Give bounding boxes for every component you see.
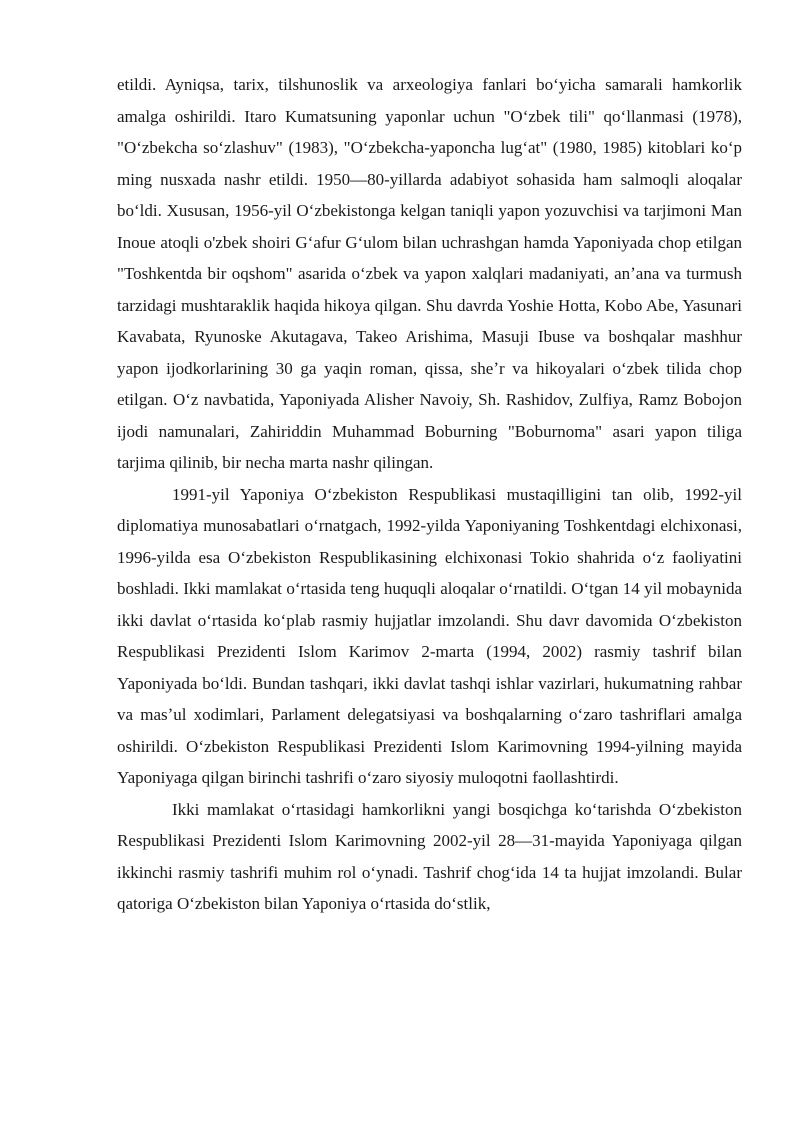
paragraph-second-visit: Ikki mamlakat oʻrtasidagi hamkorlikni yangi bosqichga koʻtarishda Oʻzbekiston Respublikasi Prezidenti Islom Karimovning 2002-yil 28—31-mayida Yaponiyaga qilgan ikkinchi rasmiy tashrifi muhim rol oʻynadi. Tashrif chogʻida 14 ta hujjat imzolandi. Bular qatoriga Oʻzbekiston bilan Yaponiya oʻrtasida doʻstlik, [117,799,742,913]
paragraph-cultural-cooperation: etildi. Ayniqsa, tarix, tilshunoslik va arxeologiya fanlari boʻyicha samarali hamkorlik amalga oshirildi. Itaro Kumatsuning yaponlar uchun "Oʻzbek tili" qoʻllanmasi (1978), "Oʻzbekcha soʻzlashuv" (1983), "Oʻzbekcha-yaponcha lugʻat" (1980, 1985) kitoblari koʻp ming nusxada nashr etildi. 1950—80-yillarda adabiyot sohasida ham salmoqli aloqalar boʻldi. Xususan, 1956-yil Oʻzbekistonga kelgan taniqli yapon yozuvchisi va tarjimoni Man Inoue atoqli o'zbek shoiri Gʻafur Gʻulom bilan uchrashgan hamda Yaponiyada chop etilgan "Toshkentda bir oqshom" asarida oʻzbek va yapon xalqlari madaniyati, anʼana va turmush tarzidagi mushtaraklik haqida hikoya qilgan. Shu davrda Yoshie Hotta, Kobo Abe, Yasunari Kavabata, Ryunoske Akutagava, Takeo Arishima, Masuji Ibuse va boshqalar mashhur yapon ijodkorlarining 30 ga yaqin roman, qissa, sheʼr va hikoyalari oʻzbek tilida chop etilgan. Oʻz navbatida, Yaponiyada Alisher Navoiy, Sh. Rashidov, Zulfiya, Ramz Bobojon ijodi namunalari, Zahiriddin Muhammad Boburning "Boburnoma" asari yapon tiliga tarjima qilinib, bir necha marta nashr qilingan. [117,75,742,472]
paragraph-diplomatic-relations: 1991-yil Yaponiya Oʻzbekiston Respublikasi mustaqilligini tan olib, 1992-yil diplomatiya munosabatlari oʻrnatgach, 1992-yilda Yaponiyaning Toshkentdagi elchixonasi, 1996-yilda esa Oʻzbekiston Respublikasining elchixonasi Tokio shahrida oʻz faoliyatini boshladi. Ikki mamlakat oʻrtasida teng huquqli aloqalar oʻrnatildi. Oʻtgan 14 yil mobaynida ikki davlat oʻrtasida koʻplab rasmiy hujjatlar imzolandi. Shu davr davomida Oʻzbekiston Respublikasi Prezidenti Islom Karimov 2-marta (1994, 2002) rasmiy tashrif bilan Yaponiyada boʻldi. Bundan tashqari, ikki davlat tashqi ishlar vazirlari, hukumatning rahbar va masʼul xodimlari, Parlament delegatsiyasi va boshqalarning oʻzaro tashriflari amalga oshirildi. Oʻzbekiston Respublikasi Prezidenti Islom Karimovning 1994-yilning mayida Yaponiyaga qilgan birinchi tashrifi oʻzaro siyosiy muloqotni faollashtirdi. [117,484,742,787]
document-page [117,69,742,920]
